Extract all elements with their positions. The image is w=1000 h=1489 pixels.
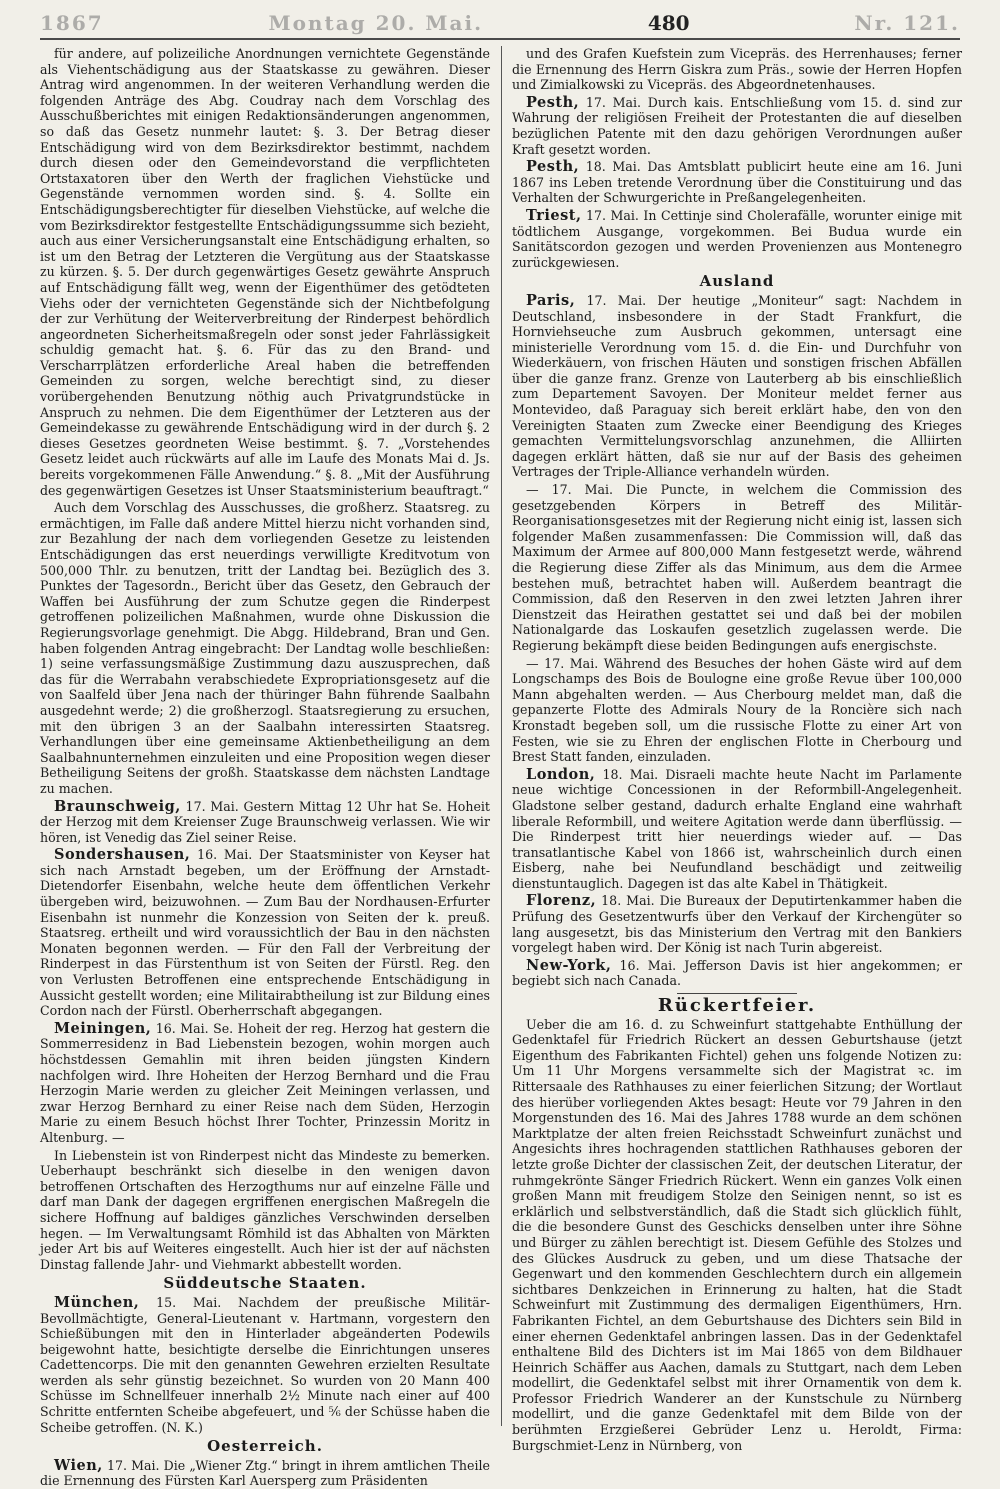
page-header [40,8,960,40]
news-text: 17. Mai. Gestern Mittag 12 Uhr hat Se. Hoheit der Herzog mit dem Kreienser Zuge Braunschweig verlassen. Wie wir hören, ist Venedig das Ziel seiner Reise. [40,798,490,845]
dateline: Florenz, [526,892,597,910]
left-column [40,46,490,1489]
article-paragraph: — 17. Mai. Während des Besuches der hohen Gäste wird auf dem Longschamps des Bois de Boulogne eine große Revue über 100,000 Mann abgehalten werden. — Aus Cherbourg meldet man, daß die gepanzerte Flotte des Admirals Noury de la Roncière sich nach Kronstadt begeben soll, um die russische Flotte zu einer Art von Festen, wie sie zu Ehren der englischen Flotte in Cherbourg und Brest Statt fanden, einzuladen. [512,655,962,765]
news-text: 17. Mai. Durch kais. Entschließung vom 15. d. sind zur Wahrung der religiösen Freiheit der Protestanten die auf dieselben bezüglichen Patente mit den dazu gehörigen Verordnungen außer Kraft gesetzt worden. [512,94,962,157]
news-item-muenchen [40,1295,490,1435]
section-heading-rueckertfeier: Rückertfeier. [657,995,817,1017]
page-number: 480 [647,11,690,35]
news-item-wien [40,1458,490,1489]
news-item-triest [512,208,962,270]
article-paragraph: In Liebenstein ist von Rinderpest nicht das Mindeste zu bemerken. Ueberhaupt beschränkt sich dieselbe in den wenigen davon betroffenen Ortschaften des Herzogthums nur auf einzelne Fälle und darf man Dank der dagegen ergriffenen energischen Maßregeln die sichere Hoffnung auf baldiges gänzliches Verschwinden derselben hegen. — Im Verwaltungsamt Römhild ist das Abhalten von Märkten jeder Art bis auf Weiteres eingestellt. Auch hier ist der auf nächsten Dinstag fallende Jahr- und Viehmarkt abbestellt worden. [40,1147,490,1272]
news-text: 18. Mai. Das Amtsblatt publicirt heute eine am 16. Juni 1867 ins Leben tretende Verordnung über die Constituirung und das Verhalten der Schwurgerichte in Preßangelegenheiten. [512,159,962,206]
news-item-meiningen [40,1021,490,1146]
dateline: New-York, [526,956,612,974]
news-text: 17. Mai. Die „Wiener Ztg.“ bringt in ihrem amtlichen Theile die Ernennung des Fürsten Karl Auersperg zum Präsidenten [40,1457,490,1489]
header-issue: Nr. 121. [854,11,960,35]
article-paragraph: — 17. Mai. Die Puncte, in welchem die Commission des gesetzgebenden Körpers in Betreff des Militär-Reorganisationsgesetzes mit der Regierung nicht einig ist, lassen sich folgender Maßen zusammenfassen: Die Commission will, daß das Maximum der Armee auf 800,000 Mann festgesetzt werde, während die Regierung diese Ziffer als das Minimum, aus dem die Armee bestehen muß, betrachtet haben will. Außerdem beantragt die Commission, daß den Reserven in den zwei letzten Jahren ihrer Dienstzeit das Heirathen gestattet sei und daß bei der mobilen Nationalgarde das Loskaufen gesetzlich zugelassen werde. Die Regierung bekämpft diese beiden Bedingungen aufs energischste. [512,482,962,653]
dateline: Wien, [54,1456,103,1474]
news-item-paris [512,293,962,480]
news-item-sondershausen [40,847,490,1019]
dateline: München, [54,1293,140,1311]
header-day: Montag 20. Mai. [268,11,484,35]
section-heading-ausland: Ausland [699,272,775,291]
news-item-pesth [512,95,962,157]
news-text: 17. Mai. Der heutige „Moniteur“ sagt: Nachdem in Deutschland, insbesondere in der Stadt Frankfurt, die Hornviehseuche zum Ausbruch gekommen, untersagt eine ministerielle Verordnung vom 15. d. die Ein- und Durchfuhr von Wiederkäuern, von frischen Häuten und sonstigen frischen Abfällen über die ganze franz. Grenze von Lauterberg ab bis einschließlich zum Departement Savoyen. Der Moniteur meldet ferner aus Montevideo, daß Paraguay sich bereit erklärt habe, den von den Vereinigten Staaten zum Zwecke einer Beendigung des Krieges gemachten Vermittelungsvorschlag anzunehmen, die Alliirten dagegen erklärt hätten, daß sie nur auf der Basis des geheimen Vertrages der Triple-Alliance verhandeln würden. [512,292,962,480]
dateline: Braunschweig, [54,797,181,815]
article-paragraph: und des Grafen Kuefstein zum Vicepräs. des Herrenhauses; ferner die Ernennung des Herrn Giskra zum Präs., sowie der Herren Hopfen und Zimialkowski zu Vicepräs. des Abgeordnetenhauses. [512,46,962,93]
dateline: London, [526,765,596,783]
news-text: 18. Mai. Disraeli machte heute Nacht im Parlamente neue wichtige Concessionen in der Reformbill-Angelegenheit. Gladstone selber gestand, dadurch erhalte England eine wahrhaft liberale Reformbill, und weitere Agitation werde dann überflüssig. — Die Rinderpest tritt hier neuerdings wieder auf. — Das transatlantische Kabel von 1866 ist, wahrscheinlich durch einen Eisberg, nahe bei Neufundland beschädigt und zeitweilig dienstuntauglich. Dagegen ist das alte Kabel in Thätigkeit. [512,766,962,891]
dateline: Meiningen, [54,1019,152,1037]
article-paragraph: Ueber die am 16. d. zu Schweinfurt stattgehabte Enthüllung der Gedenktafel für Friedrich Rückert an dessen Geburtshause (jetzt Eigenthum des Fabrikanten Fichtel) gehen uns folgende Notizen zu: Um 11 Uhr Morgens versammelte sich der Magistrat ꝛc. im Rittersaale des Rathhauses zu einer feierlichen Sitzung; der Wortlaut des hierüber vorliegenden Aktes besagt: Heute vor 79 Jahren in den Morgenstunden des 16. Mai des Jahres 1788 wurde an dem schönen Marktplatze der alten freien Reichsstadt Schweinfurt zunächst und Angesichts ihres hochragenden stattlichen Rathhauses geboren der letzte große Dichter der classischen Zeit, der deutschen Literatur, der ruhmgekrönte Sänger Friedrich Rückert. Wenn ein ganzes Volk einen großen Mann mit freudigem Stolze den Seinigen nennt, so ist es erklärlich und selbstverständlich, daß die Stadt sich glücklich fühlt, die die besondere Gunst des Geschicks denselben unter ihre Söhne und Bürger zu zählen berechtigt ist. Diesem Gefühle des Stolzes und des Glückes Ausdruck zu geben, und um diese Thatsache der Gegenwart und den kommenden Geschlechtern durch ein allgemein sichtbares Denkzeichen in Erinnerung zu halten, hat die Stadt Schweinfurt mit Zustimmung des dermaligen Eigenthümers, Hrn. Fabrikanten Fichtel, an dem Geburtshause des Dichters sein Bild in einer ehernen Gedenktafel anbringen lassen. Das in der Gedenktafel enthaltene Bild des Dichters ist im Mai 1865 von dem Bildhauer Heinrich Schäffer aus Aachen, damals zu Stuttgart, nach dem Leben modellirt, die Gedenktafel selbst mit ihrer Ornamentik von dem k. Professor Friedrich Wanderer an der Kunstschule zu Nürnberg modellirt, und die ganze Gedenktafel mit dem Bilde von der berühmten Erzgießerei Gebrüder Lenz u. Heroldt, Firma: Burgschmiet-Lenz in Nürnberg, von [512,1016,962,1453]
dateline: Paris, [526,291,576,309]
news-text: 16. Mai. Jefferson Davis ist hier angekommen; er begiebt sich nach Canada. [512,957,962,989]
dateline: Triest, [526,206,582,224]
column-divider [501,46,502,1426]
news-item-new-york [512,958,962,989]
news-item-florenz [512,893,962,955]
news-item-braunschweig [40,799,490,846]
header-year: 1867 [40,11,104,35]
news-text: 15. Mai. Nachdem der preußische Militär-Bevollmächtigte, General-Lieutenant v. Hartmann, vorgestern den Schießübungen mit den in Hinterlader abgeänderten Podewils beigewohnt hatte, besichtigte derselbe die Einrichtungen unseres Cadettencorps. Die mit den genannten Gewehren erzielten Resultate werden als sehr günstig bezeichnet. So wurden von 20 Mann 400 Schüsse im Schnellfeuer innerhalb 2½ Minute nach einer auf 400 Schritte entfernten Scheibe abgefeuert, und ⁵⁄₆ der Schüsse haben die Scheibe getroffen. (N. K.) [40,1294,490,1435]
news-text: 16. Mai. Der Staatsminister von Keyser hat sich nach Arnstadt begeben, um der Eröffnung der Arnstadt-Dietendorfer Eisenbahn, welche heute dem öffentlichen Verkehr übergeben wird, beizuwohnen. — Zum Bau der Nordhausen-Erfurter Eisenbahn ist nunmehr die Konzession von Seiten der k. preuß. Staatsreg. ertheilt und wird voraussichtlich der Bau in den nächsten Monaten begonnen werden. — Für den Fall der Verbreitung der Rinderpest in das Fürstenthum ist von Seiten der Fürstl. Reg. den von Verlusten Betroffenen eine entsprechende Entschädigung in Aussicht gestellt worden; eine Militairabtheilung ist zur Bildung eines Cordon nach der Fürstl. Oberherrschaft abgegangen. [40,847,490,1019]
dateline: Sondershausen, [54,846,191,864]
news-item-london [512,767,962,892]
dateline: Pesth, [526,93,580,111]
news-text: 17. Mai. In Cettinje sind Cholerafälle, worunter einige mit tödtlichem Ausgange, vorgekommen. Bei Budua wurde ein Sanitätscordon gezogen und werden Provenienzen aus Montenegro zurückgewiesen. [512,207,962,270]
article-paragraph: Auch dem Vorschlag des Ausschusses, die großherz. Staatsreg. zu ermächtigen, im Falle daß andere Mittel hierzu nicht vorhanden sind, zur Bezahlung der nach dem vorliegenden Gesetze zu leistenden Entschädigungen das erst neuerdings verwilligte Kreditvotum von 500,000 Thlr. zu benutzen, tritt der Landtag bei. Bezüglich des 3. Punktes der Tagesordn., Bericht über das Gesetz, den Gebrauch der Waffen bei Ausführung der zum Schutze gegen die Rinderpest getroffenen polizeilichen Maßnahmen, wurde ohne Diskussion die Regierungsvorlage genehmigt. Die Abgg. Hildebrand, Bran und Gen. haben folgenden Antrag eingebracht: Der Landtag wolle beschließen: 1) seine verfassungsmäßige Zustimmung dazu auszusprechen, daß das für die Werrabahn verabschiedete Expropriationsgesetz auf die von Saalfeld über Jena nach der thüringer Bahn führende Saalbahn ausgedehnt werde; 2) die großherzogl. Staatsregierung zu ersuchen, mit den übrigen 3 an der Saalbahn interessirten Staatsreg. Verhandlungen über eine gemeinsame Aktienbetheiligung an dem Saalbahnunternehmen einzuleiten und eine Proposition wegen dieser Betheiligung Seitens der großh. Staatskasse dem nächsten Landtage zu machen. [40,500,490,796]
separator-rule [677,993,797,994]
section-heading-oesterreich: Oesterreich. [207,1437,323,1456]
news-item-pesth [512,159,962,206]
dateline: Pesth, [526,158,580,176]
article-paragraph: für andere, auf polizeiliche Anordnungen vernichtete Gegenstände als Viehentschädigung aus der Staatskasse zu gewähren. Dieser Antrag wird angenommen. In der weiteren Verhandlung werden die folgenden Anträge des Abg. Coudray nach dem Vorschlag des Ausschußberichtes mit einigen Redaktionsänderungen angenommen, so daß das Gesetz nunmehr lautet: §. 3. Der Betrag dieser Entschädigung wird von dem Bezirksdirektor bestimmt, nachdem durch diesen oder den Gemeindevorstand die verpflichteten Ortstaxatoren über den Werth der fraglichen Viehstücke und Gegenstände vernommen worden sind. §. 4. Sollte ein Entschädigungsberechtigter für dieselben Viehstücke, auf welche die vom Bezirksdirektor festgestellte Entschädigungssumme sich bezieht, auch aus einer Versicherungsanstalt eine Entschädigung erhalten, so ist um den Betrag der Letzteren die Vergütung aus der Staatskasse zu kürzen. §. 5. Der durch gegenwärtiges Gesetz gewährte Anspruch auf Entschädigung fällt weg, wenn der Eigenthümer des getödteten Viehs oder der vernichteten Gegenstände sich der Nichtbefolgung der zur Verhütung der Weiterverbreitung der Rinderpest behördlich angeordneten Sicherheitsmaßregeln oder sonst jeder Fahrlässigkeit schuldig gemacht hat. §. 6. Für das zu den Brand- und Verscharrplätzen erforderliche Areal haben die betreffenden Gemeinden zu sorgen, welche berechtigt sind, zu dieser vorübergehenden Benutzung nöthig auch Privatgrundstücke in Anspruch zu nehmen. Die dem Eigenthümer der Letzteren aus der Gemeindekasse zu gewährende Entschädigung wird in der durch §. 2 dieses Gesetzes geordneten Weise bestimmt. §. 7. „Vorstehendes Gesetz leidet auch rückwärts auf alle im Laufe des Monats Mai d. Js. bereits vorgekommenen Fälle Anwendung.“ §. 8. „Mit der Ausführung des gegenwärtigen Gesetzes ist Unser Staatsministerium beauftragt.“ [40,46,490,498]
right-column [512,46,962,1453]
news-text: 16. Mai. Se. Hoheit der reg. Herzog hat gestern die Sommerresidenz in Bad Liebenstein bezogen, wohin morgen auch höchstdessen Gemahlin mit ihren beiden jüngsten Kindern nachfolgen wird. Ihre Hoheiten der Herzog Bernhard und die Frau Herzogin Marie werden zu gleicher Zeit Meiningen verlassen, und zwar Herzog Bernhard zu einer Reise nach dem Süden, Herzogin Marie zu einem Besuch höchst Ihrer Tochter, Prinzessin Moritz in Altenburg. — [40,1020,490,1145]
news-text: 18. Mai. Die Bureaux der Deputirtenkammer haben die Prüfung des Gesetzentwurfs über den Verkauf der Kirchengüter so lang ausgesetzt, bis das Ministerium den Vertrag mit den Bankiers vorgelegt haben wird. Der König ist nach Turin abgereist. [512,893,962,956]
section-heading-sueddeutsche: Süddeutsche Staaten. [163,1274,367,1293]
